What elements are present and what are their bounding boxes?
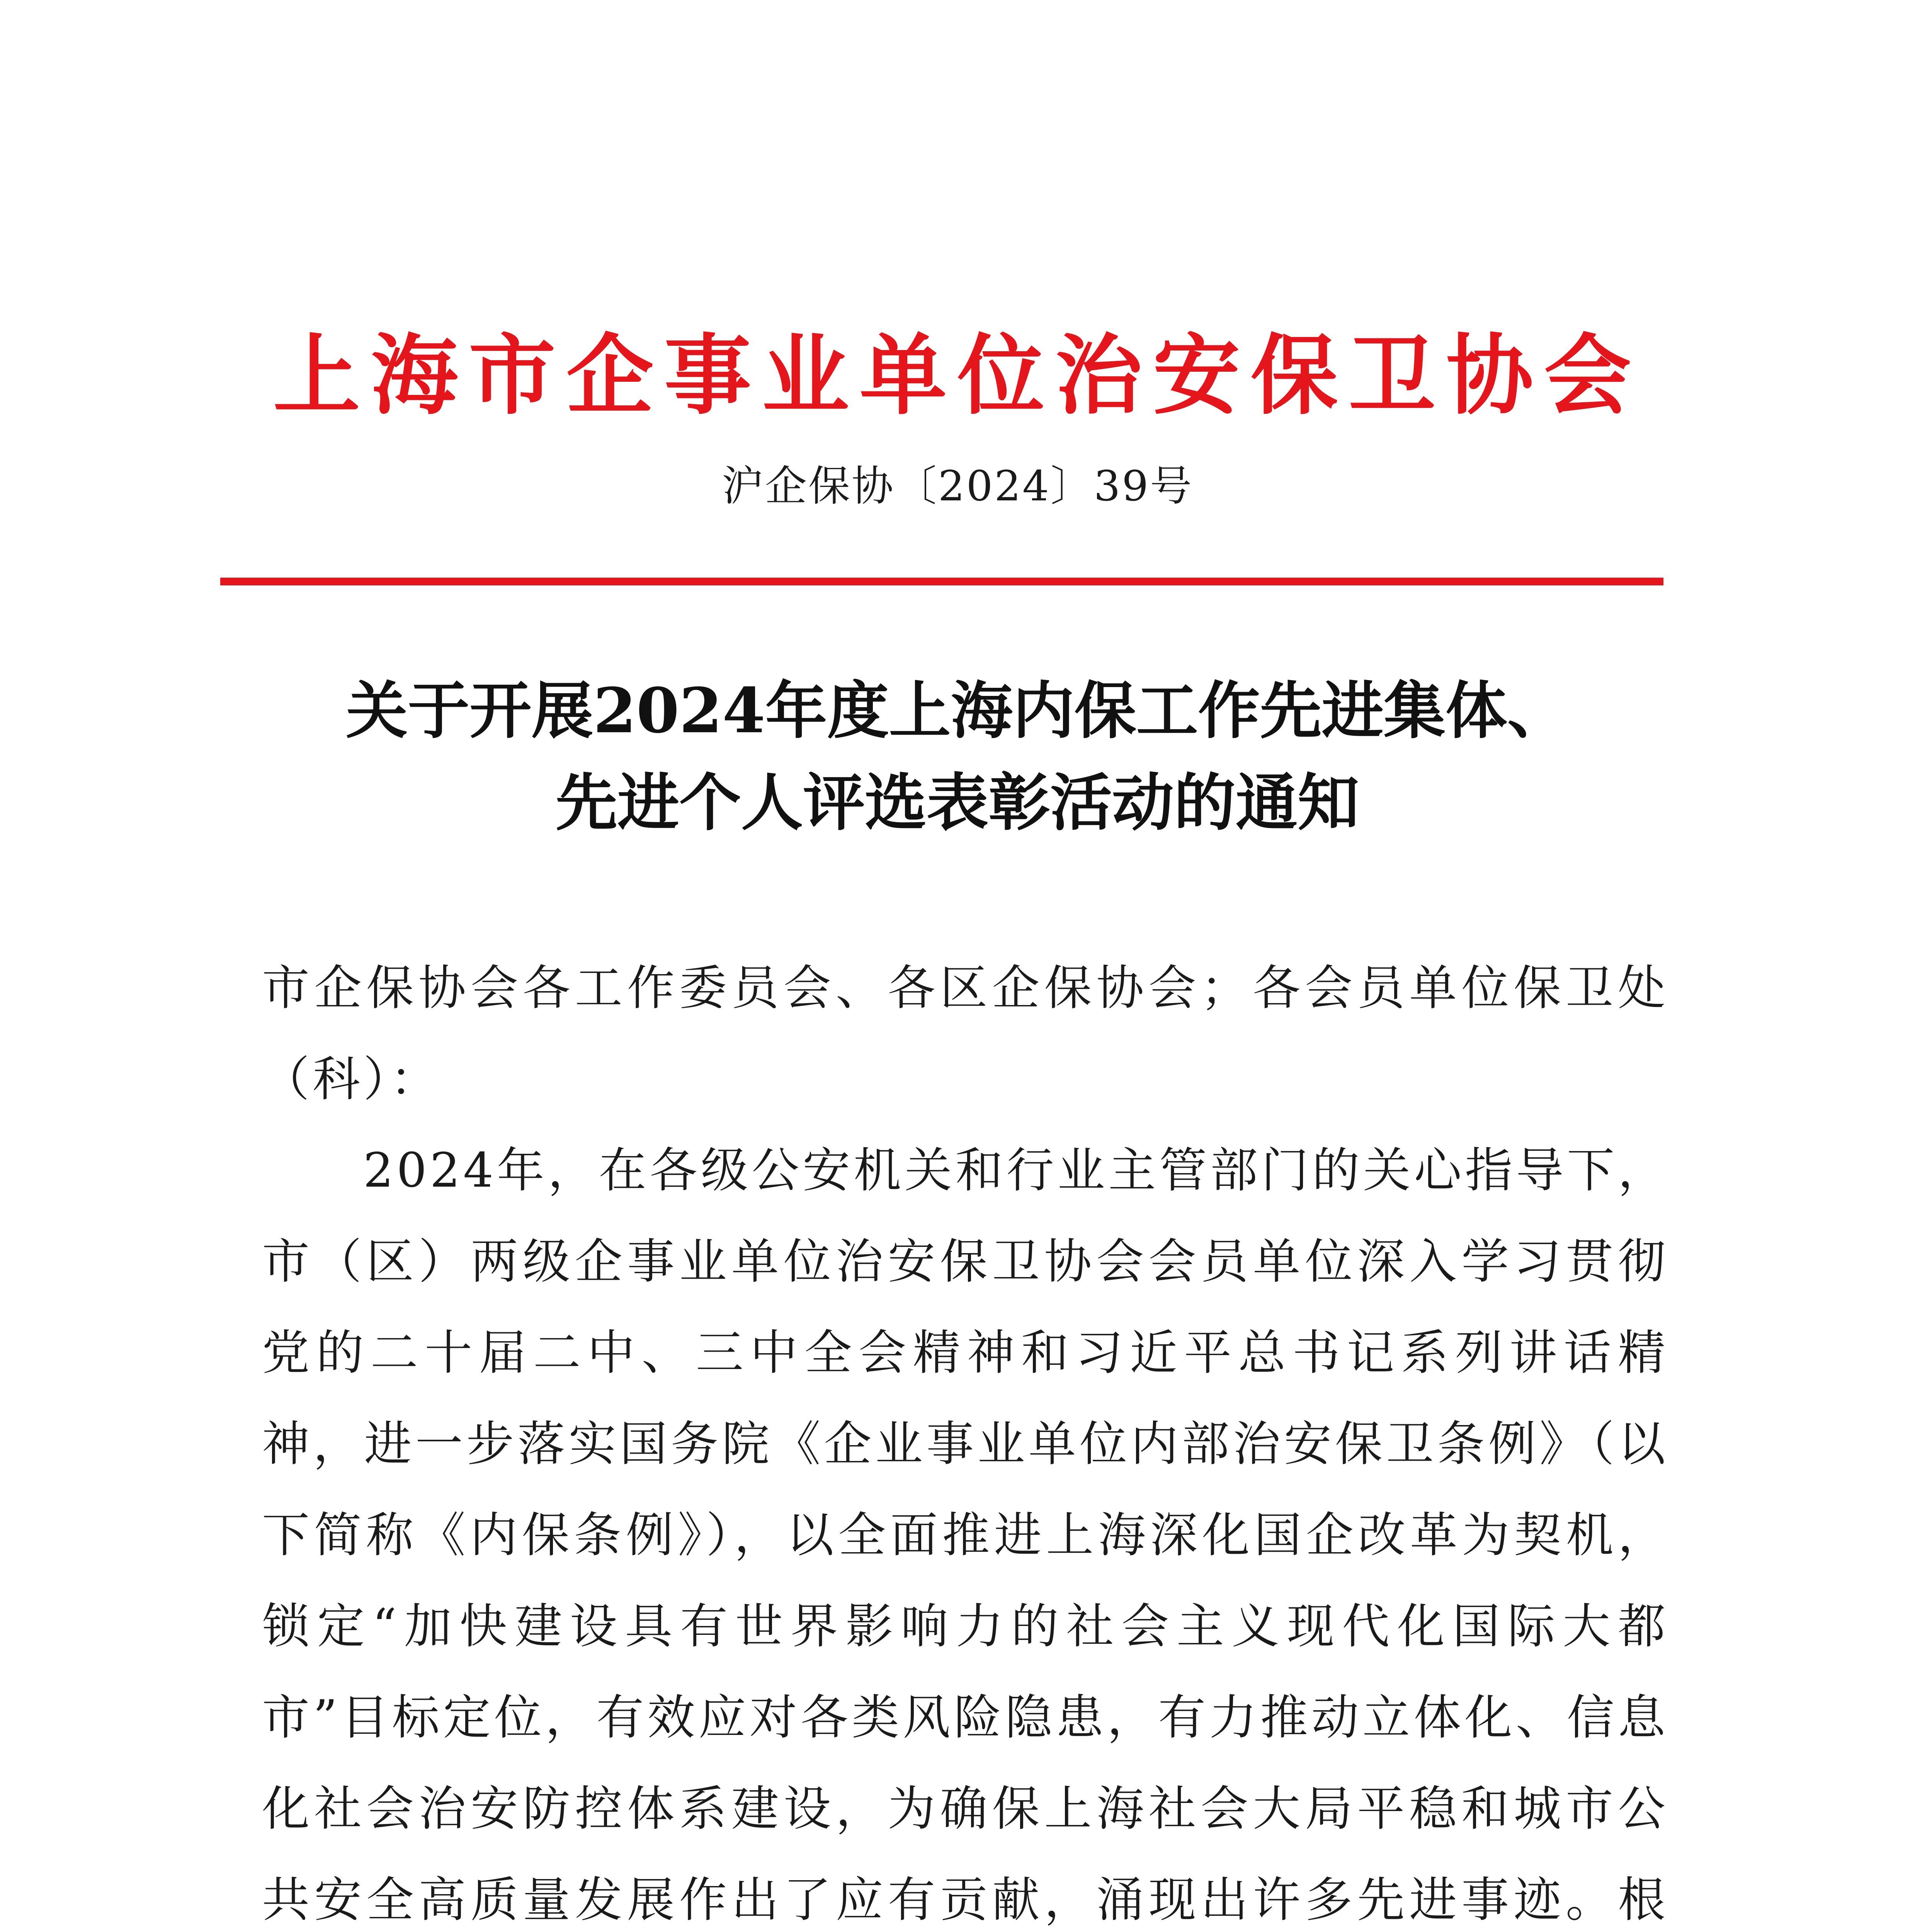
document-number: 沪企保协〔2024〕39号 — [721, 462, 1194, 510]
document-title-line-1: 关于开展2024年度上海内保工作先进集体、 — [346, 674, 1569, 747]
document-body — [262, 943, 1668, 1932]
document-title — [116, 665, 1799, 849]
organization-name: 上海市企事业单位治安保卫协会 — [273, 325, 1642, 427]
salutation: 市企保协会各工作委员会、各区企保协会；各会员单位保卫处（科）： — [262, 961, 1668, 1107]
document-title-line-2: 先进个人评选表彰活动的通知 — [555, 766, 1359, 839]
body-paragraph: 2024年，在各级公安机关和行业主管部门的关心指导下，市（区）两级企事业单位治安保卫协会会员单位深入学习贯彻党的二十届二中、三中全会精神和习近平总书记系列讲话精神，进一步落实国务院《企业事业单位内部治安保卫条例》（以下简称《内保条例》），以全面推进上海深化国企改革为契机，锁定“加快建设具有世界影响力的社会主义现代化国际大都市”目标定位，有效应对各类风险隐患，有力推动立体化、信息化社会治安防控体系建设，为确保上海社会大局平稳和城市公共安全高质量发展作出了应有贡献，涌现出许多先进事迹。根 — [262, 1143, 1668, 1928]
red-divider-line — [220, 578, 1663, 585]
